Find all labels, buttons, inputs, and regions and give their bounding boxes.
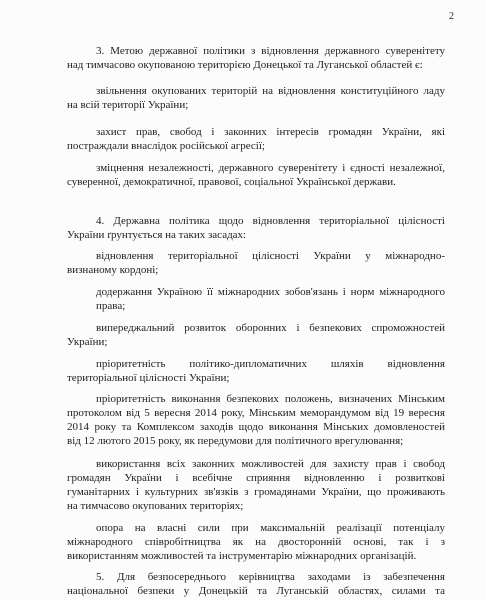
section-4-item-3: випереджальний розвиток оборонних і безпекових спроможностей України; <box>67 322 445 348</box>
section-4-item-7: опора на власні сили при максимальній реалізації потенціалу міжнародного співробітництва як на двосторонній основі, так і з використанням можливостей та інструментарію міжнародних організацій. <box>67 522 445 562</box>
section-4-item-4: пріоритетність політико-дипломатичних шляхів відновлення територіальної цілісності України; <box>67 358 445 384</box>
section-5-intro: 5. Для безпосереднього керівництва заходами із забезпечення національної безпеки у Донецькій та Луганській областях, силами та <box>67 571 445 597</box>
section-4-item-5: пріоритетність виконання безпекових положень, визначених Мінським протоколом від 5 вересня 2014 року, Мінським меморандумом від 19 вересня 2014 року та Комплексом заходів щодо виконання Мінських домовленостей від 12 лютого 2015 року, як передумови для політичного врегулювання; <box>67 393 445 447</box>
section-4-item-6: використання всіх законних можливостей для захисту прав і свобод громадян України і всебічне сприяння відновленню і розвиткові гуманітарних і культурних зв'язків з громадянами України, що проживають на тимчасово окупованих територіях; <box>67 458 445 512</box>
section-4-item-1: відновлення територіальної цілісності України у міжнародно- визнаному кордоні; <box>67 250 445 276</box>
section-4-item-2: додержання Україною її міжнародних зобов'язань і норм міжнародного права; <box>96 286 445 312</box>
section-4-intro: 4. Державна політика щодо відновлення територіальної цілісності України ґрунтується на таких засадах: <box>67 215 445 241</box>
section-3-intro: 3. Метою державної політики з відновлення державного суверенітету над тимчасово окупованою територією Донецької та Луганської областей є: <box>67 45 445 71</box>
section-3-item-1: звільнення окупованих територій на відновлення конституційного ладу на всій території України; <box>67 85 445 111</box>
page-number: 2 <box>449 11 454 22</box>
section-3-item-2: захист прав, свобод і законних інтересів громадян України, які постраждали внаслідок російської агресії; <box>67 126 445 152</box>
section-3-item-3: зміцнення незалежності, державного суверенітету і єдності незалежної, суверенної, демократичної, правової, соціальної Української держави. <box>67 162 445 188</box>
